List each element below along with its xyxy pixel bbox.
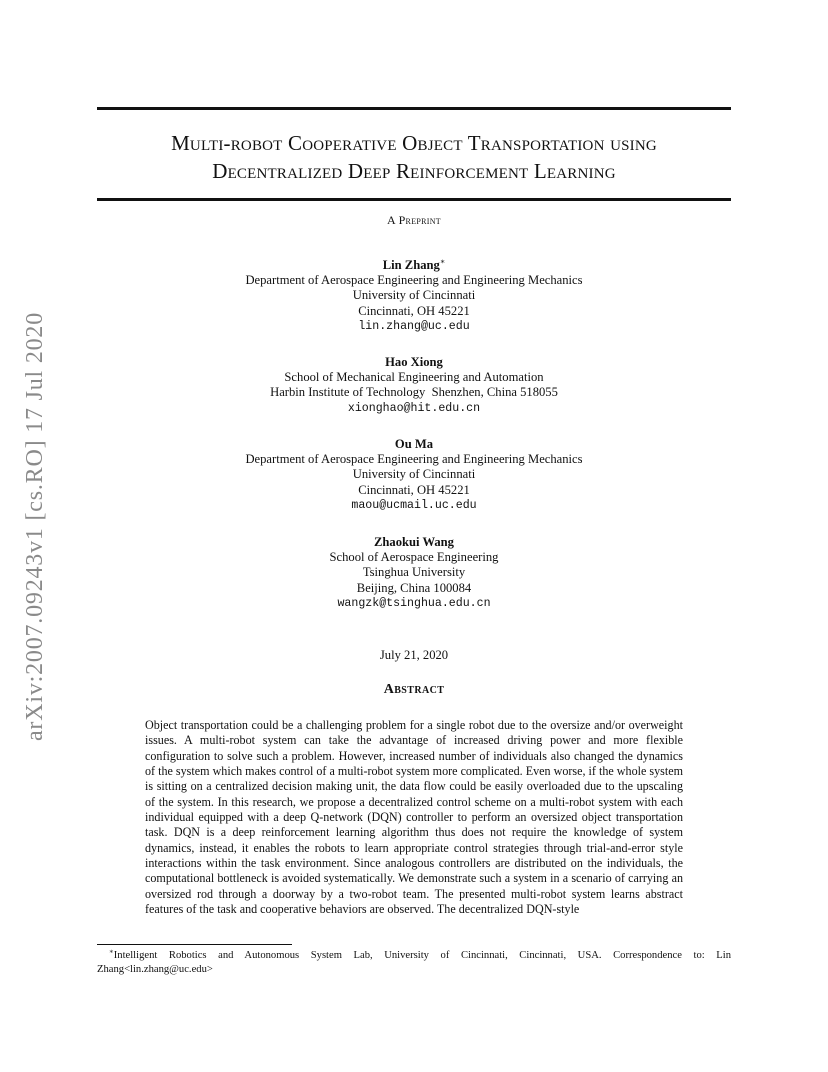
author-name: Ou Ma: [394, 437, 434, 451]
paper-title-line-1: Multi-robot Cooperative Object Transportation using: [171, 131, 657, 155]
author-affiliation: Beijing, China 100084: [356, 580, 472, 595]
author-affiliation: Tsinghua University: [362, 565, 466, 580]
author-affiliation: University of Cincinnati: [352, 288, 476, 303]
arxiv-identifier: arXiv:2007.09243v1 [cs.RO] 17 Jul 2020: [22, 311, 49, 741]
footnote-rule: [97, 944, 292, 945]
author-block-ou-ma: [97, 437, 731, 513]
author-affiliation: School of Mechanical Engineering and Automation: [284, 370, 544, 385]
title-bottom-rule: [97, 198, 731, 201]
author-affiliation: Cincinnati, OH 45221: [358, 482, 470, 497]
author-name: Hao Xiong: [385, 355, 443, 369]
author-block-hao-xiong: [97, 355, 731, 416]
author-name: Lin Zhang∗: [382, 256, 446, 272]
footnote-text: Intelligent Robotics and Autonomous System Lab, University of Cincinnati, Cincinnati, USA. Correspondence to: Lin Zhang<lin.zhang@uc.edu>: [97, 950, 731, 975]
footnote: [97, 949, 731, 977]
publication-date: July 21, 2020: [379, 648, 449, 662]
author-email: maou@ucmail.uc.edu: [351, 498, 477, 512]
author-email: lin.zhang@uc.edu: [358, 319, 470, 333]
author-affiliation: School of Aerospace Engineering: [329, 550, 499, 565]
author-email: wangzk@tsinghua.edu.cn: [337, 596, 491, 610]
abstract-heading: Abstract: [383, 682, 445, 697]
author-affiliation: Department of Aerospace Engineering and Engineering Mechanics: [245, 273, 583, 288]
footnote-marker: ∗: [109, 947, 114, 956]
author-name: Zhaokui Wang: [374, 535, 454, 549]
author-block-lin-zhang: [97, 258, 731, 334]
abstract-body: Object transportation could be a challenging problem for a single robot due to the oversize and/or overweight issues. A multi-robot system can take the advantage of increased driving power and more flexible configuration to solve such a problem. However, increased number of individuals also changed the dynamics of the system which makes control of a multi-robot system more complicated. Even worse, if the whole system is sitting on a centralized decision making unit, the data flow could be easily overloaded due to the upscaling of the system. In this research, we propose a decentralized control scheme on a multi-robot system with each individual equipped with a deep Q-network (DQN) controller to perform an oversized object transportation task. DQN is a deep reinforcement learning algorithm thus does not require the knowledge of system dynamics, instead, it enables the robots to learn appropriate control strategies through trial-and-error style interactions within the task environment. Since analogous controllers are distributed on the individuals, the computational bottleneck is avoided systematically. We demonstrate such a system in a scenario of carrying an oversized rod through a doorway by a two-robot team. The presented multi-robot system learns abstract features of the task and cooperative behaviors are observed. The decentralized DQN-style: [145, 718, 683, 917]
author-affiliation: Cincinnati, OH 45221: [358, 303, 470, 318]
preprint-label: A Preprint: [386, 213, 441, 227]
author-affiliation: University of Cincinnati: [352, 467, 476, 482]
paper-title-line-2: Decentralized Deep Reinforcement Learning: [212, 159, 616, 183]
arxiv-side-stamp: [16, 295, 56, 757]
author-affiliation: Department of Aerospace Engineering and Engineering Mechanics: [245, 452, 583, 467]
author-affiliation: Harbin Institute of Technology Shenzhen, China 518055: [270, 385, 558, 400]
title-top-rule: [97, 107, 731, 110]
author-block-zhaokui-wang: [97, 535, 731, 611]
author-email: xionghao@hit.edu.cn: [347, 401, 481, 415]
footnote-marker: ∗: [439, 256, 446, 266]
